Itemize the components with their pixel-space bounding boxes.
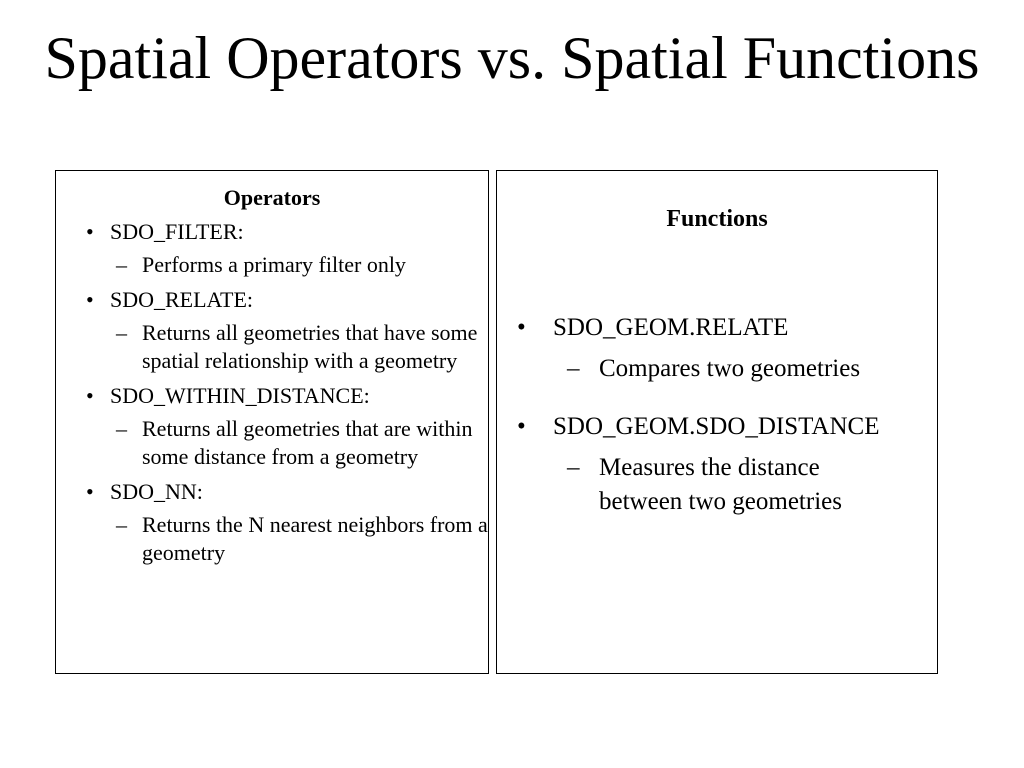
bullet-icon: • [86,287,94,312]
functions-heading: Functions [666,206,768,232]
operator-name: SDO_WITHIN_DISTANCE: [110,383,370,408]
bullet-icon: • [86,479,94,504]
list-item [104,251,488,279]
bullet-icon: • [86,219,94,244]
list-item [56,286,488,375]
functions-list [497,311,937,519]
list-item [56,382,488,471]
slide-title: Spatial Operators vs. Spatial Functions [44,25,980,91]
dash-icon: – [567,355,580,382]
function-description: Compares two geometries [599,355,861,382]
bullet-icon: • [517,314,526,341]
dash-icon: – [116,252,127,277]
list-item [56,478,488,567]
dash-icon: – [116,512,127,537]
operators-heading: Operators [223,185,321,210]
functions-panel [496,170,938,674]
function-name: SDO_GEOM.RELATE [553,314,789,341]
list-item [104,319,488,375]
operators-list [56,218,488,567]
function-name: SDO_GEOM.SDO_DISTANCE [553,413,880,440]
list-item [553,451,937,519]
operator-name: SDO_NN: [110,479,203,504]
operator-description: Returns all geometries that have some spatial relationship with a geometry [142,320,478,373]
bullet-icon: • [86,383,94,408]
dash-icon: – [116,320,127,345]
list-item [497,410,937,519]
operator-description: Returns the N nearest neighbors from a geometry [142,512,488,565]
list-item [56,218,488,279]
list-item [104,511,488,567]
dash-icon: – [116,416,127,441]
bullet-icon: • [517,413,526,440]
list-item [497,311,937,386]
list-item [104,415,488,471]
list-item [553,352,937,386]
operator-description: Returns all geometries that are within some distance from a geometry [142,416,473,469]
dash-icon: – [567,454,580,481]
operator-name: SDO_FILTER: [110,219,244,244]
operator-description: Performs a primary filter only [142,252,406,277]
operators-panel [55,170,489,674]
operator-name: SDO_RELATE: [110,287,253,312]
function-description: Measures the distance between two geometries [599,454,842,515]
